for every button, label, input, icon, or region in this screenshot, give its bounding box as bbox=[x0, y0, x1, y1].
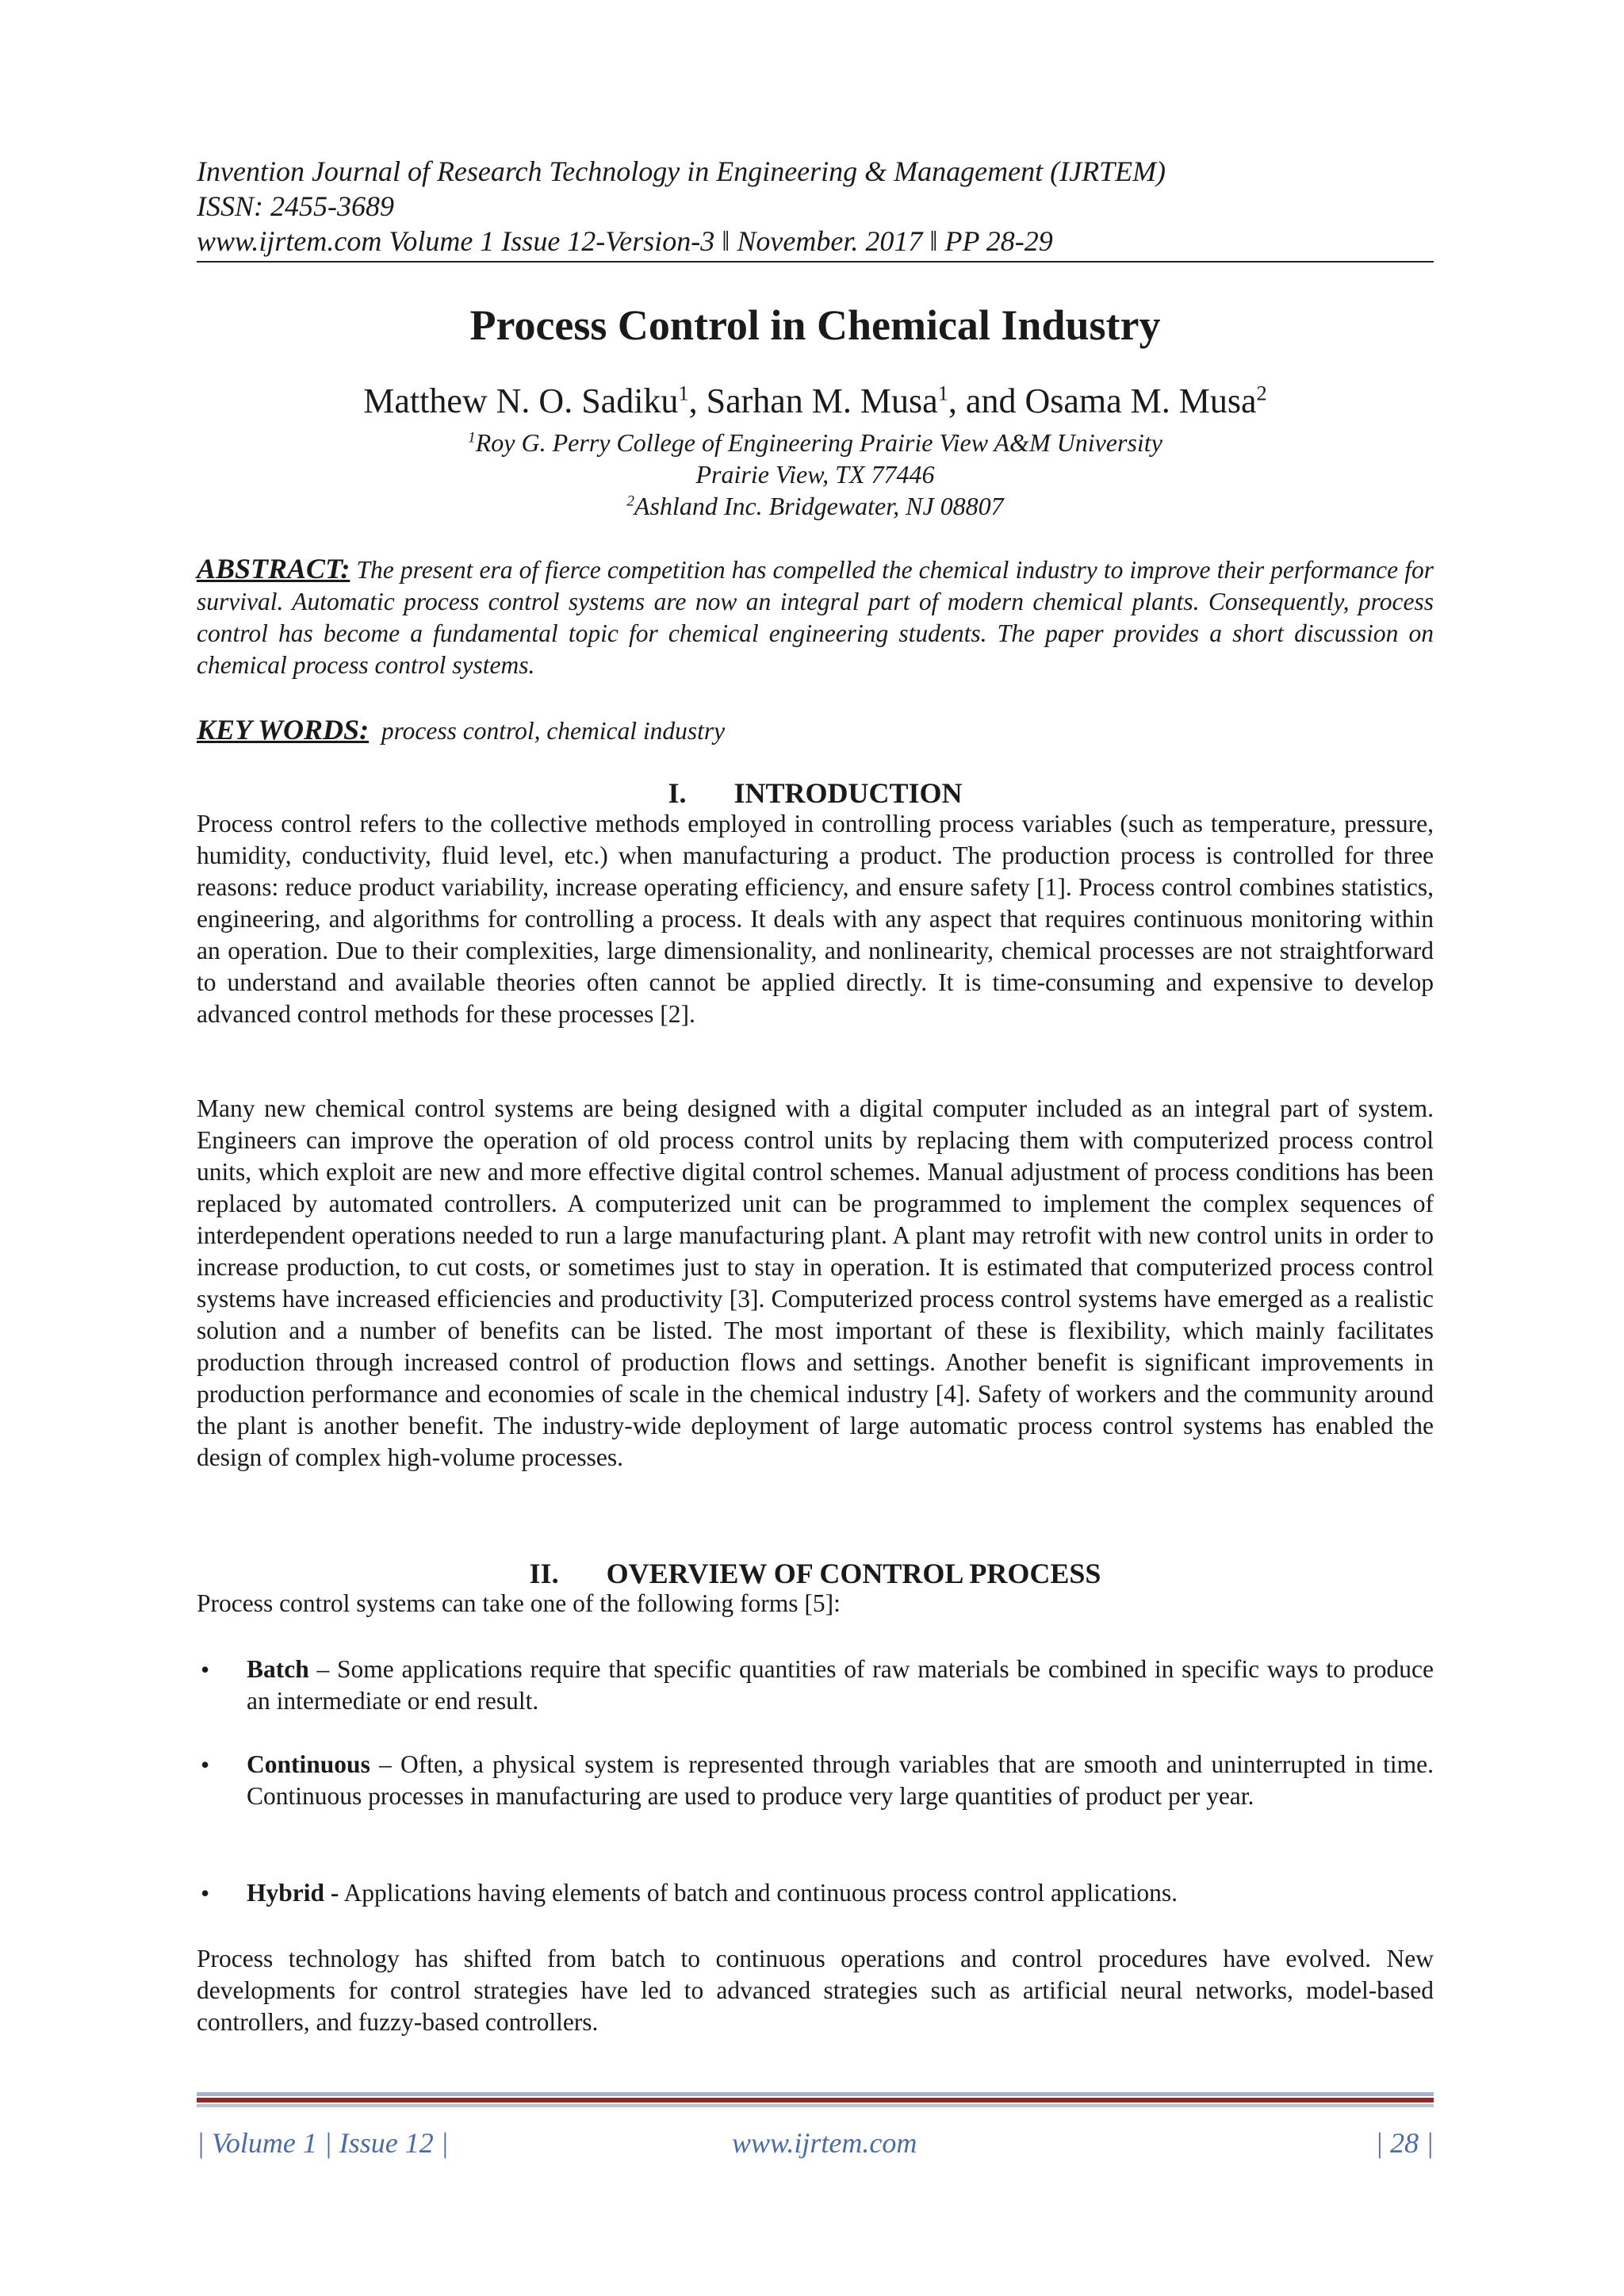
affiliation-text: Ashland Inc. Bridgewater, NJ 08807 bbox=[634, 492, 1004, 520]
author-separator: , and bbox=[948, 381, 1025, 420]
bullet-separator: – bbox=[370, 1750, 401, 1778]
bullet-icon: • bbox=[201, 1655, 210, 1684]
footer-page-number: | 28 | bbox=[1375, 2127, 1434, 2159]
bullet-description: Often, a physical system is represented through variables that are smooth and uninterrupted in time. Continuous processes in manufacturing are used to produce very large quantities of product per year. bbox=[247, 1750, 1434, 1810]
bullet-icon: • bbox=[201, 1879, 210, 1907]
journal-issn: ISSN: 2455-3689 bbox=[197, 190, 394, 222]
overview-lead: Process control systems can take one of the following forms [5]: bbox=[197, 1589, 841, 1617]
footer-volume-issue: | Volume 1 | Issue 12 | bbox=[197, 2127, 449, 2159]
affiliation-1-location: Prairie View, TX 77446 bbox=[695, 460, 935, 489]
keywords bbox=[197, 714, 1434, 747]
intro-paragraph-2: Many new chemical control systems are being designed with a digital computer included as an integral part of system. Engineers can improve the operation of old process control units by replacing them with computerized process control units, which exploit are new and more effective digital control schemes. Manual adjustment of process conditions has been replaced by automated controllers. A computerized unit can be programmed to implement the complex sequences of interdependent operations needed to run a large manufacturing plant. A plant may retrofit with new control units in order to increase production, to cut costs, or sometimes just to stay in operation. It is estimated that computerized process control systems have increased efficiencies and productivity [3]. Computerized process control systems have emerged as a realistic solution and a number of benefits can be listed. The most important of these is flexibility, which mainly facilitates production through increased control of production flows and settings. Another benefit is significant improvements in production performance and economies of scale in the chemical industry [4]. Safety of workers and the community around the plant is another benefit. The industry-wide deployment of large automatic process control systems has enabled the design of complex high-volume processes. bbox=[197, 1094, 1434, 1471]
journal-volume: www.ijrtem.com Volume 1 Issue 12-Version-3 ǁ November. 2017 ǁ PP 28-29 bbox=[197, 225, 1053, 257]
affiliation-text: Roy G. Perry College of Engineering Prairie View A&M University bbox=[475, 428, 1162, 457]
footer-website-link[interactable] bbox=[732, 2125, 917, 2160]
bullet-term: Batch bbox=[247, 1655, 309, 1683]
list-item bbox=[197, 1877, 1434, 1909]
author-affil-marker: 1 bbox=[678, 381, 689, 405]
author-name: Sarhan M. Musa bbox=[706, 381, 938, 420]
keywords-text: process control, chemical industry bbox=[381, 717, 726, 745]
affiliation-1 bbox=[197, 427, 1434, 458]
section-heading-introduction bbox=[197, 776, 1434, 811]
footer-rule bbox=[197, 2098, 1434, 2102]
section-number: I. bbox=[668, 777, 687, 809]
journal-header bbox=[197, 154, 1434, 259]
section-title: OVERVIEW OF CONTROL PROCESS bbox=[606, 1558, 1101, 1589]
affiliation-2 bbox=[197, 490, 1434, 522]
bullet-icon: • bbox=[201, 1750, 210, 1779]
bullet-term: Hybrid - bbox=[247, 1879, 339, 1907]
journal-name: Invention Journal of Research Technology in Engineering & Management (IJRTEM) bbox=[197, 155, 1166, 187]
intro-paragraph-1: Process control refers to the collective methods employed in controlling process variables (such as temperature, pressure, humidity, conductivity, fluid level, etc.) when manufacturing a product. The production process is controlled for three reasons: reduce product variability, increase operating efficiency, and ensure safety [1]. Process control combines statistics, engineering, and algorithms for controlling a process. It deals with any aspect that requires continuous monitoring within an operation. Due to their complexities, large dimensionality, and nonlinearity, chemical processes are not straightforward to understand and available theories often cannot be applied directly. It is time-consuming and expensive to develop advanced control methods for these processes [2]. bbox=[197, 810, 1434, 1028]
header-divider bbox=[197, 261, 1434, 263]
author-separator: , bbox=[688, 381, 707, 420]
bullet-description: Some applications require that specific quantities of raw materials be combined in specific ways to produce an intermediate or end result. bbox=[247, 1655, 1434, 1715]
footer-link[interactable]: www.ijrtem.com bbox=[732, 2127, 917, 2159]
keywords-label: KEY WORDS: bbox=[197, 714, 370, 746]
paper-title: Process Control in Chemical Industry bbox=[469, 301, 1161, 349]
author-name: Matthew N. O. Sadiku bbox=[363, 381, 679, 420]
abstract-text: The present era of fierce competition has compelled the chemical industry to improve their performance for survival. Automatic process control systems are now an integral part of modern chemical plants. Consequently, process control has become a fundamental topic for chemical engineering students. The paper provides a short discussion on chemical process control systems. bbox=[197, 556, 1434, 679]
abstract-label: ABSTRACT: bbox=[197, 553, 350, 585]
affil-marker: 2 bbox=[626, 493, 634, 510]
section-title: INTRODUCTION bbox=[733, 777, 963, 809]
footer-rule bbox=[197, 2104, 1434, 2107]
footer-rule bbox=[197, 2092, 1434, 2096]
bullet-text bbox=[247, 1877, 1434, 1909]
bullet-description: Applications having elements of batch and continuous process control applications. bbox=[343, 1879, 1178, 1907]
bullet-separator: – bbox=[308, 1655, 337, 1683]
bullet-term: Continuous bbox=[247, 1750, 370, 1778]
author-name: Osama M. Musa bbox=[1025, 381, 1257, 420]
bullet-text bbox=[247, 1749, 1434, 1812]
author-affil-marker: 2 bbox=[1256, 381, 1267, 405]
affil-marker: 1 bbox=[468, 429, 476, 447]
abstract bbox=[197, 553, 1434, 681]
section-heading-overview bbox=[197, 1556, 1434, 1591]
author-list bbox=[197, 379, 1434, 424]
section-number: II. bbox=[529, 1558, 559, 1589]
bullet-text bbox=[247, 1654, 1434, 1717]
list-item bbox=[197, 1749, 1434, 1812]
overview-closing-paragraph: Process technology has shifted from batch to continuous operations and control procedures have evolved. New developments for control strategies have led to advanced strategies such as artificial neural networks, model-based controllers, and fuzzy-based controllers. bbox=[197, 1945, 1434, 2036]
list-item bbox=[197, 1654, 1434, 1717]
author-affil-marker: 1 bbox=[937, 381, 948, 405]
